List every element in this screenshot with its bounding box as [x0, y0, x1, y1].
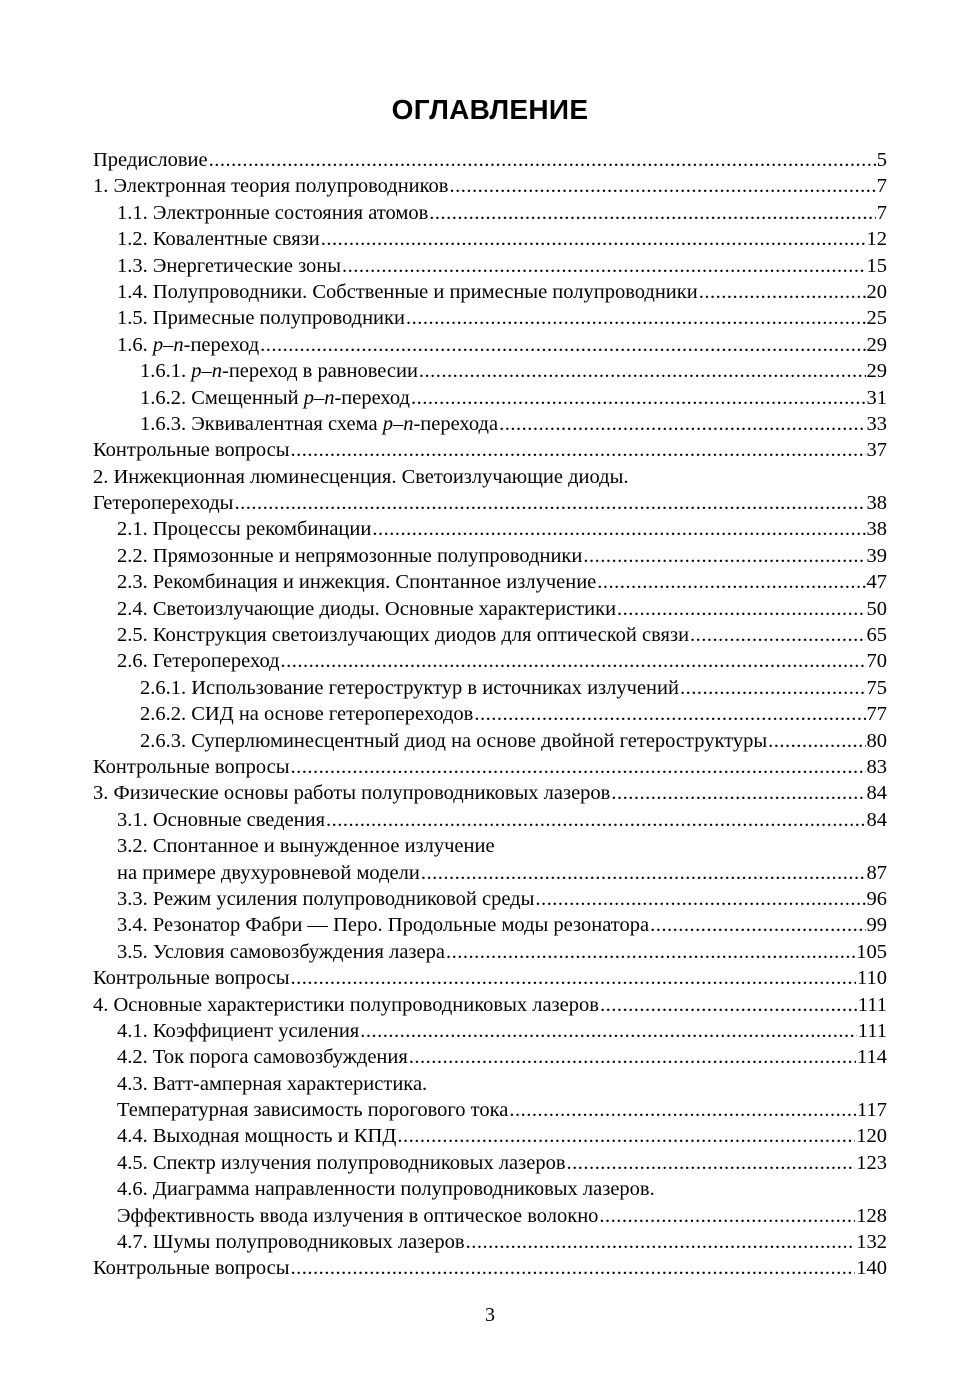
toc-entry[interactable]: 1.3. Энергетические зоны ..... 15: [93, 253, 887, 279]
toc-entry[interactable]: Контрольные вопросы ..... 110: [93, 965, 887, 991]
toc-entry-heading-line[interactable]: 2. Инжекционная люминесценция. Светоизлучающие диоды.: [93, 465, 629, 488]
toc-entry[interactable]: 3.1. Основные сведения ..... 84: [93, 807, 887, 833]
toc-entry-heading-line[interactable]: 3.2. Спонтанное и вынужденное излучение: [117, 835, 495, 858]
toc-entry[interactable]: 1.6.3. Эквивалентная схема p–n-перехода ..... 33: [93, 411, 887, 437]
toc-entry[interactable]: 4. Основные характеристики полупроводниковых лазеров ..... 111: [93, 992, 887, 1018]
table-of-contents: [93, 147, 887, 1282]
toc-entry[interactable]: 2.4. Светоизлучающие диоды. Основные характеристики ..... 50: [93, 596, 887, 622]
toc-entry-heading-line[interactable]: 4.3. Ватт-амперная характеристика.: [117, 1072, 428, 1095]
toc-entry[interactable]: 2.1. Процессы рекомбинации ..... 38: [93, 516, 887, 542]
toc-entry[interactable]: 2.5. Конструкция светоизлучающих диодов для оптической связи ..... 65: [93, 622, 887, 648]
toc-entry[interactable]: Контрольные вопросы ..... 37: [93, 437, 887, 463]
toc-entry[interactable]: Температурная зависимость порогового тока ..... 117: [93, 1097, 887, 1123]
toc-entry[interactable]: 3. Физические основы работы полупроводниковых лазеров ..... 84: [93, 780, 887, 806]
toc-entry[interactable]: Эффективность ввода излучения в оптическое волокно ..... 128: [93, 1203, 887, 1229]
toc-entry[interactable]: 1.5. Примесные полупроводники ..... 25: [93, 305, 887, 331]
toc-entry[interactable]: 3.4. Резонатор Фабри — Перо. Продольные моды резонатора ..... 99: [93, 912, 887, 938]
toc-entry[interactable]: 1.4. Полупроводники. Собственные и примесные полупроводники ..... 20: [93, 279, 887, 305]
toc-entry[interactable]: 2.3. Рекомбинация и инжекция. Спонтанное излучение ..... 47: [93, 569, 887, 595]
toc-entry[interactable]: 3.5. Условия самовозбуждения лазера ..... 105: [93, 939, 887, 965]
toc-entry[interactable]: 2.6. Гетеропереход ..... 70: [93, 648, 887, 674]
toc-entry[interactable]: Гетеропереходы ..... 38: [93, 490, 887, 516]
toc-entry[interactable]: 1.2. Ковалентные связи ..... 12: [93, 226, 887, 252]
page-number: 3: [485, 1304, 495, 1326]
toc-entry[interactable]: Контрольные вопросы ..... 140: [93, 1255, 887, 1281]
toc-entry[interactable]: 1.6.2. Смещенный p–n-переход ..... 31: [93, 385, 887, 411]
toc-entry[interactable]: 1.6.1. p–n-переход в равновесии ..... 29: [93, 358, 887, 384]
toc-entry[interactable]: Предисловие ..... 5: [93, 147, 887, 173]
toc-entry[interactable]: 3.3. Режим усиления полупроводниковой среды ..... 96: [93, 886, 887, 912]
page-title: ОГЛАВЛЕНИЕ: [391, 94, 589, 125]
toc-entry[interactable]: 2.6.3. Суперлюминесцентный диод на основе двойной гетероструктуры ..... 80: [93, 728, 887, 754]
toc-entry[interactable]: 2.6.1. Использование гетероструктур в источниках излучений ..... 75: [93, 675, 887, 701]
toc-entry[interactable]: на примере двухуровневой модели ..... 87: [93, 860, 887, 886]
toc-entry[interactable]: 4.1. Коэффициент усиления ..... 111: [93, 1018, 887, 1044]
toc-entry[interactable]: 4.2. Ток порога самовозбуждения ..... 114: [93, 1044, 887, 1070]
toc-entry[interactable]: 4.4. Выходная мощность и КПД ..... 120: [93, 1123, 887, 1149]
toc-entry[interactable]: 4.7. Шумы полупроводниковых лазеров ..... 132: [93, 1229, 887, 1255]
toc-entry[interactable]: 2.2. Прямозонные и непрямозонные полупроводники ..... 39: [93, 543, 887, 569]
toc-entry[interactable]: Контрольные вопросы ..... 83: [93, 754, 887, 780]
toc-entry[interactable]: 1.6. p–n-переход ..... 29: [93, 332, 887, 358]
toc-entry[interactable]: 2.6.2. СИД на основе гетеропереходов ..... 77: [93, 701, 887, 727]
toc-entry[interactable]: 4.5. Спектр излучения полупроводниковых лазеров ..... 123: [93, 1150, 887, 1176]
toc-entry[interactable]: 1. Электронная теория полупроводников ..... 7: [93, 173, 887, 199]
toc-entry-heading-line[interactable]: 4.6. Диаграмма направленности полупроводниковых лазеров.: [117, 1178, 655, 1201]
toc-entry[interactable]: 1.1. Электронные состояния атомов ..... 7: [93, 200, 887, 226]
